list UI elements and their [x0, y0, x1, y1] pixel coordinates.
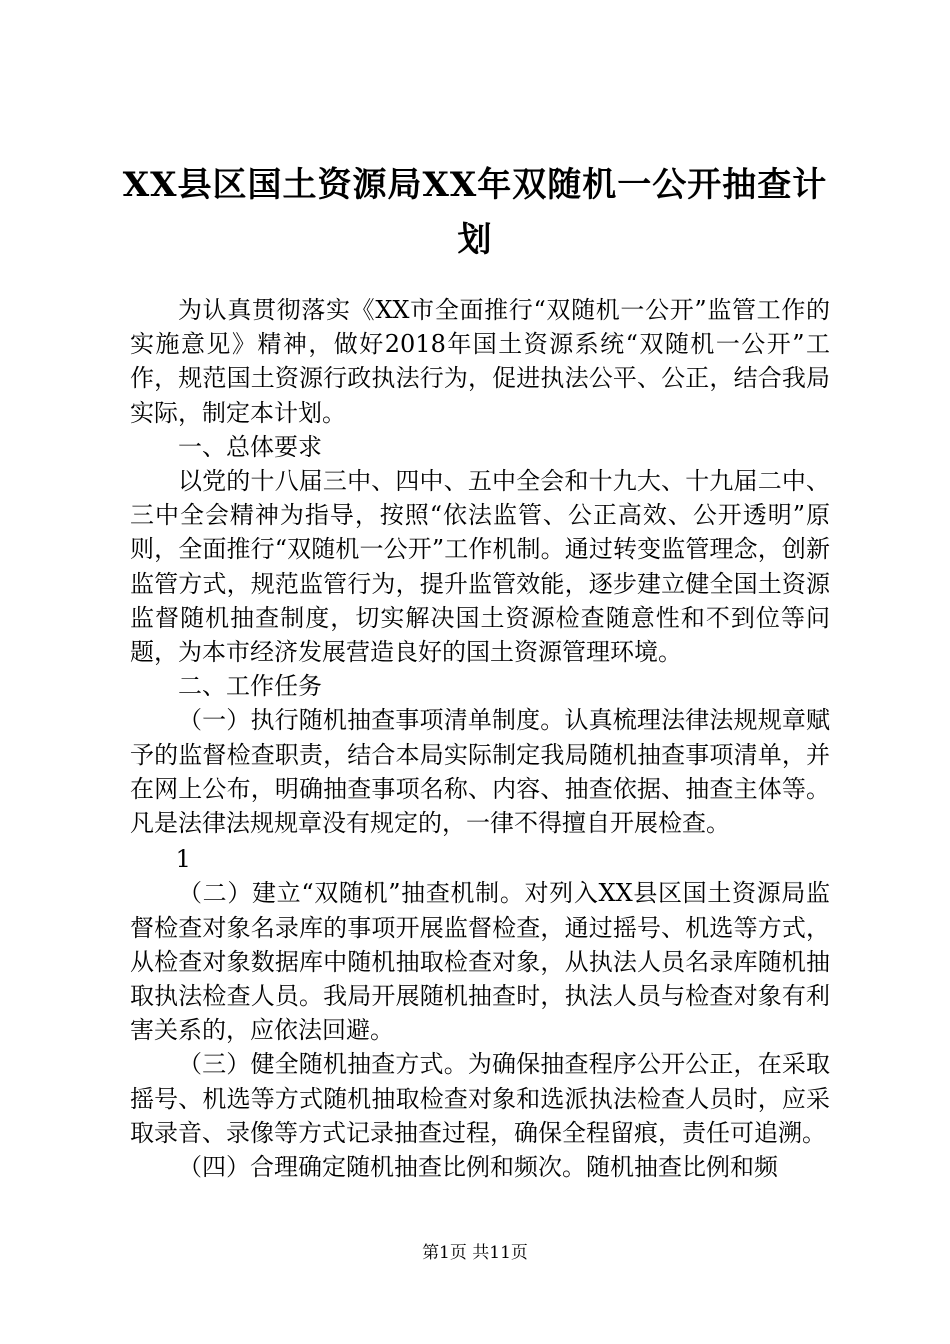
paragraph-task-3: （三）健全随机抽查方式。为确保抽查程序公开公正，在采取摇号、机选等方式随机抽取检查对象和选派执法检查人员时，应采取录音、录像等方式记录抽查过程，确保全程留痕，责任可追溯。: [130, 1050, 830, 1147]
paragraph-general-requirements: 以党的十八届三中、四中、五中全会和十九大、十九届二中、三中全会精神为指导，按照“依法监管、公正高效、公开透明”原则，全面推行“双随机一公开”工作机制。通过转变监管理念，创新监管方式，规范监管行为，提升监管效能，逐步建立健全国土资源监督随机抽查制度，切实解决国土资源检查随意性和不到位等问题，为本市经济发展营造良好的国土资源管理环境。: [130, 467, 830, 667]
paragraph-intro: 为认真贯彻落实《XX市全面推行“双随机一公开”监管工作的实施意见》精神，做好2018年国土资源系统“双随机一公开”工作，规范国土资源行政执法行为，促进执法公平、公正，结合我局实际，制定本计划。: [130, 296, 830, 427]
paragraph-task-2: （二）建立“双随机”抽查机制。对列入XX县区国土资源局监督检查对象名录库的事项开展监督检查，通过摇号、机选等方式，从检查对象数据库中随机抽取检查对象，从执法人员名录库随机抽取执法检查人员。我局开展随机抽查时，执法人员与检查对象有利害关系的，应依法回避。: [130, 879, 830, 1045]
section-heading-1: 一、总体要求: [178, 432, 322, 461]
title-line-2: 划: [457, 220, 493, 260]
paragraph-task-1: （一）执行随机抽查事项清单制度。认真梳理法律法规规章赋予的监督检查职责，结合本局实际制定我局随机抽查事项清单，并在网上公布，明确抽查事项名称、内容、抽查依据、抽查主体等。凡是法律法规规章没有规定的，一律不得擅自开展检查。: [130, 706, 830, 838]
title-line-1: XX县区国土资源局XX年双随机一公开抽查计: [122, 165, 828, 205]
section-heading-2: 二、工作任务: [178, 672, 322, 701]
inline-page-number: 1: [175, 845, 191, 874]
page-footer: 第1页 共11页: [422, 1243, 528, 1263]
paragraph-task-4: （四）合理确定随机抽查比例和频次。随机抽查比例和频: [178, 1153, 778, 1182]
document-body: [130, 293, 830, 1184]
